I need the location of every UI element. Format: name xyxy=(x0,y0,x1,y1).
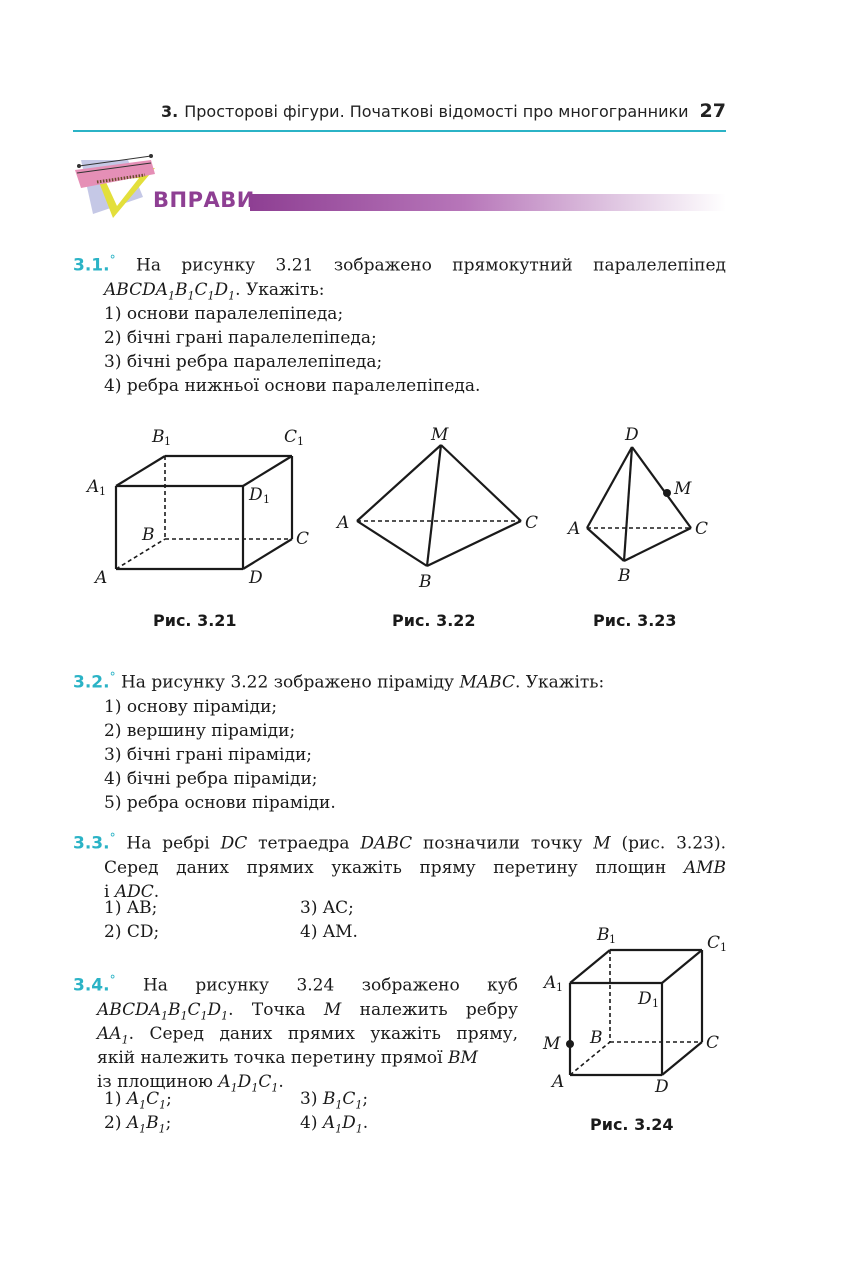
section-title: ВПРАВИ xyxy=(153,188,255,212)
option-4: 4) AM. xyxy=(300,922,358,942)
svg-text:D: D xyxy=(249,568,263,588)
figure-caption: Рис. 3.24 xyxy=(590,1115,674,1134)
list-item: 5) ребра основи піраміди. xyxy=(104,792,336,813)
svg-text:A: A xyxy=(95,568,108,588)
exercise-3-4-line5: із площиною $A_1D_1C_1$. xyxy=(97,1071,284,1095)
svg-text:A: A xyxy=(552,1072,565,1092)
figure-3-24-cube xyxy=(538,922,738,1102)
list-item: 2) бічні грані паралелепіпеда; xyxy=(104,327,377,348)
svg-text:D: D xyxy=(638,989,652,1009)
exercise-3-1-line2: $ABCDA_1B_1C_1D_1$. Укажіть: xyxy=(104,279,325,303)
svg-text:1: 1 xyxy=(263,493,270,506)
exercise-3-2 xyxy=(73,665,726,815)
svg-text:M: M xyxy=(543,1034,561,1054)
list-item: 4) бічні ребра піраміди; xyxy=(104,768,318,789)
exercise-number: 3.4. xyxy=(73,975,110,996)
exercise-3-3-line3: і ADC. xyxy=(104,881,160,902)
svg-text:1: 1 xyxy=(652,997,659,1010)
option-3: 3) AC; xyxy=(300,898,354,918)
exercise-3-1 xyxy=(73,248,726,398)
svg-text:1: 1 xyxy=(556,981,563,994)
svg-text:1: 1 xyxy=(164,435,171,448)
figure-3-22-pyramid xyxy=(330,420,550,595)
figure-caption: Рис. 3.22 xyxy=(392,611,476,630)
page-number: 27 xyxy=(699,100,726,122)
option-2: 2) CD; xyxy=(104,922,160,942)
exercise-number: 3.1. xyxy=(73,255,110,276)
svg-text:B: B xyxy=(590,1028,603,1048)
figure-caption: Рис. 3.23 xyxy=(593,611,677,630)
svg-text:1: 1 xyxy=(99,485,106,498)
exercise-3-3-line2: Серед даних прямих укажіть пряму перетину площин AMB xyxy=(104,857,726,878)
svg-text:M: M xyxy=(674,479,692,499)
svg-text:C: C xyxy=(525,513,539,533)
svg-text:B: B xyxy=(419,572,432,592)
list-item: 3) бічні ребра паралелепіпеда; xyxy=(104,351,383,372)
list-item: 4) ребра нижньої основи паралелепіпеда. xyxy=(104,375,481,396)
svg-text:B: B xyxy=(597,925,610,945)
page-header xyxy=(73,100,726,132)
svg-text:D: D xyxy=(249,485,263,505)
list-item: 1) основи паралелепіпеда; xyxy=(104,303,344,324)
list-item: 3) бічні грані піраміди; xyxy=(104,744,313,765)
point-m-marker xyxy=(663,489,671,497)
exercise-3-4-line2: $ABCDA_1B_1C_1D_1$. Точка M належить ребру xyxy=(97,999,518,1023)
chapter-title: 3. Просторові фігури. Початкові відомості про многогранники xyxy=(161,102,689,121)
option-3: 3) $B_1C_1$; xyxy=(300,1089,369,1112)
svg-text:1: 1 xyxy=(720,941,727,954)
svg-text:A: A xyxy=(87,477,100,497)
svg-text:C: C xyxy=(706,1033,720,1053)
point-m-marker xyxy=(566,1040,574,1048)
option-2: 2) $A_1B_1$; xyxy=(104,1113,172,1136)
svg-text:C: C xyxy=(296,529,310,549)
exercise-3-4-line4: якій належить точка перетину прямої BM xyxy=(97,1047,478,1068)
exercise-number: 3.2. xyxy=(73,672,110,693)
figure-3-23-tetrahedron xyxy=(560,420,730,595)
exercise-3-4 xyxy=(73,968,518,1094)
svg-text:C: C xyxy=(284,427,298,447)
list-item: 2) вершину піраміди; xyxy=(104,720,296,741)
svg-text:A: A xyxy=(568,519,581,539)
svg-text:B: B xyxy=(142,525,155,545)
svg-text:B: B xyxy=(152,427,165,447)
option-4: 4) $A_1D_1$. xyxy=(300,1113,369,1136)
svg-text:1: 1 xyxy=(609,933,616,946)
svg-text:1: 1 xyxy=(297,435,304,448)
svg-text:D: D xyxy=(655,1077,669,1097)
exercise-3-3-line1: 3.3.° На ребрі DC тетраедра DABC позначили точку M (рис. 3.23). xyxy=(73,831,727,854)
exercise-number: 3.3. xyxy=(73,833,110,854)
svg-text:C: C xyxy=(695,519,709,539)
exercise-3-4-line3: $AA_1$. Серед даних прямих укажіть пряму, xyxy=(97,1023,518,1047)
figure-3-21-parallelepiped xyxy=(85,420,335,595)
figure-caption: Рис. 3.21 xyxy=(153,611,237,630)
exercise-3-3 xyxy=(73,826,726,904)
svg-text:B: B xyxy=(618,566,631,586)
option-1: 1) AB; xyxy=(104,898,158,918)
section-bar xyxy=(250,194,726,211)
exercise-3-2-line1: 3.2.° На рисунку 3.22 зображено піраміду MABC. Укажіть: xyxy=(73,670,605,693)
option-1: 1) $A_1C_1$; xyxy=(104,1089,172,1112)
list-item: 1) основу піраміди; xyxy=(104,696,278,717)
svg-text:C: C xyxy=(707,933,721,953)
svg-text:D: D xyxy=(625,425,639,445)
svg-text:M: M xyxy=(431,425,449,445)
svg-text:A: A xyxy=(337,513,350,533)
exercise-3-4-line1: 3.4.° На рисунку 3.24 зображено куб xyxy=(73,973,518,996)
exercises-logo-icon xyxy=(73,152,163,222)
svg-text:A: A xyxy=(544,973,557,993)
exercise-3-1-line1: 3.1.° На рисунку 3.21 зображено прямокутний паралелепіпед xyxy=(73,253,726,276)
